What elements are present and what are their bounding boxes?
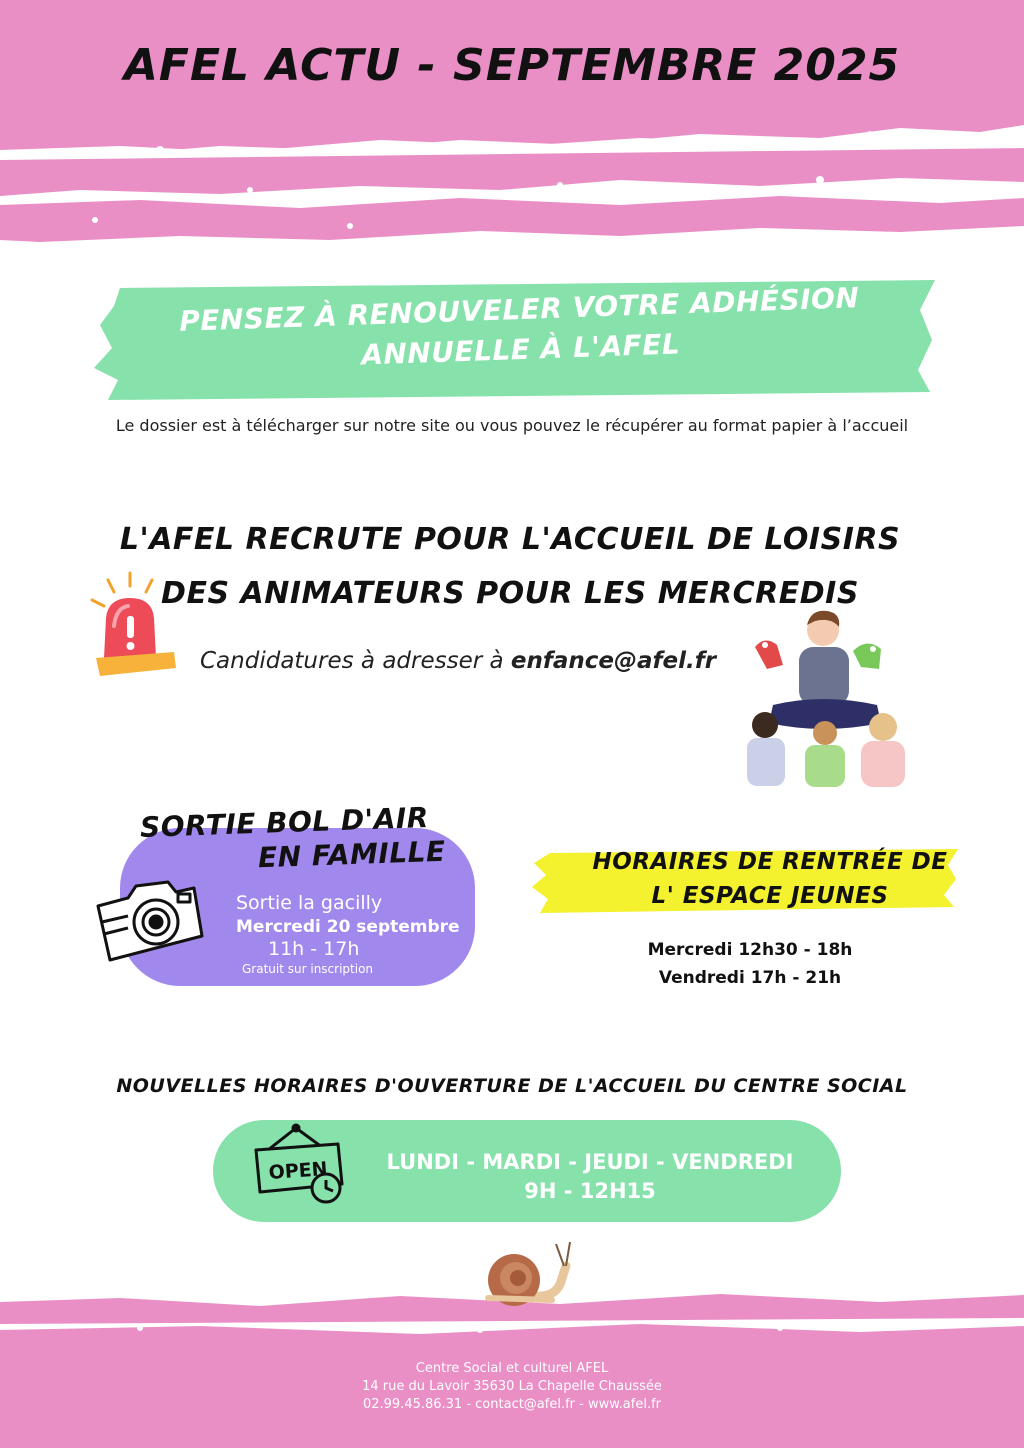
alarm-siren-icon — [82, 568, 182, 688]
reception-hours: 9H - 12H15 — [524, 1179, 656, 1203]
outing-title-line-1: SORTIE BOL D'AIR — [139, 800, 430, 845]
youth-space-title-line-1: HORAIRES DE RENTRÉE DE — [592, 849, 948, 875]
footer-organization: Centre Social et culturel AFEL — [415, 1361, 609, 1376]
footer-contact-details: 02.99.45.86.31 - contact@afel.fr - www.afel.fr — [362, 1397, 662, 1412]
application-contact — [200, 648, 716, 674]
youth-space-title-line-2: L' ESPACE JEUNES — [651, 883, 889, 909]
application-email-link[interactable]: enfance@afel.fr — [510, 648, 717, 674]
outing-time: 11h - 17h — [268, 938, 360, 960]
puppeteer-with-children-illustration — [735, 605, 915, 795]
reception-days: LUNDI - MARDI - JEUDI - VENDREDI — [386, 1150, 794, 1174]
recruitment-heading-line-1: L'AFEL RECRUTE POUR L'ACCUEIL DE LOISIRS — [119, 522, 901, 557]
youth-space-hours-wednesday: Mercredi 12h30 - 18h — [647, 940, 853, 960]
camera-icon — [88, 876, 208, 974]
reception-hours-title: NOUVELLES HORAIRES D'OUVERTURE DE L'ACCUEIL DU CENTRE SOCIAL — [116, 1075, 908, 1097]
footer-contact — [0, 1360, 1024, 1414]
youth-space-hours-friday: Vendredi 17h - 21h — [658, 968, 842, 988]
snail-icon — [482, 1238, 574, 1310]
membership-line-2: ANNUELLE À L'AFEL — [360, 327, 681, 372]
outing-place: Sortie la gacilly — [236, 892, 383, 914]
page-title: AFEL ACTU - SEPTEMBRE 2025 — [123, 40, 901, 91]
footer-address: 14 rue du Lavoir 35630 La Chapelle Chaussée — [362, 1379, 662, 1394]
recruitment-heading-line-2: DES ANIMATEURS POUR LES MERCREDIS — [161, 576, 859, 611]
membership-line-1: PENSEZ À RENOUVELER VOTRE ADHÉSION — [178, 281, 860, 338]
youth-space-title — [590, 845, 950, 913]
membership-note: Le dossier est à télécharger sur notre site ou vous pouvez le récupérer au format papier à l’accueil — [115, 416, 909, 435]
outing-date: Mercredi 20 septembre — [236, 917, 460, 937]
application-contact-prefix: Candidatures à adresser à — [200, 648, 511, 674]
outing-title-line-2: EN FAMILLE — [257, 834, 447, 875]
outing-price: Gratuit sur inscription — [242, 962, 374, 976]
open-sign-text: OPEN — [267, 1157, 329, 1185]
header-brush-background — [0, 0, 1024, 250]
